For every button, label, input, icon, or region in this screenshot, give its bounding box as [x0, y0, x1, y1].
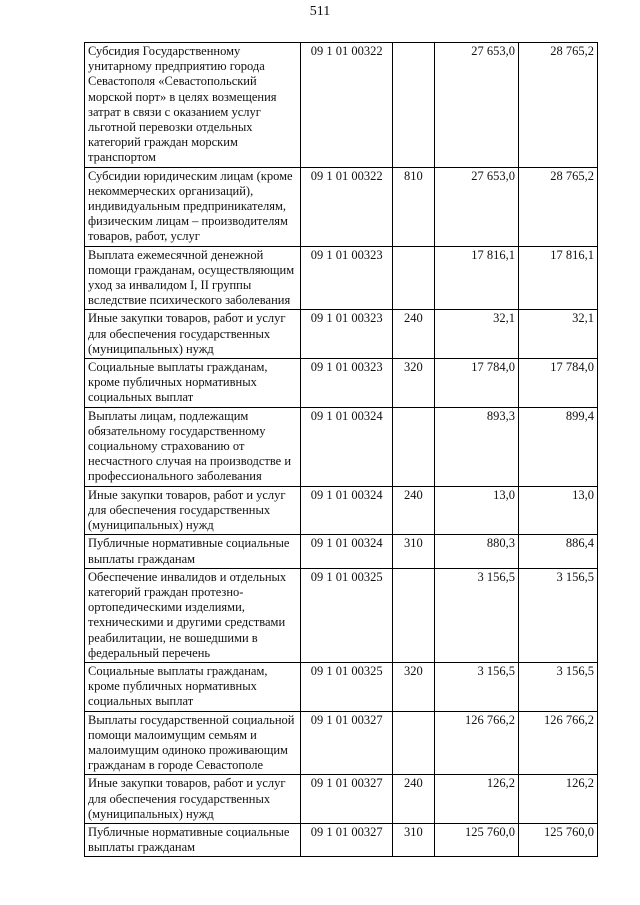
row-code: 09 1 01 00324 — [301, 486, 392, 535]
row-name: Иные закупки товаров, работ и услуг для обеспечения государственных (муниципальных) нужд — [85, 775, 301, 824]
row-value-year-1: 17 816,1 — [434, 246, 518, 310]
budget-table — [84, 42, 598, 857]
row-value-year-1: 27 653,0 — [434, 167, 518, 246]
row-value-year-2: 17 784,0 — [518, 359, 597, 408]
row-expense-type: 310 — [392, 535, 434, 568]
table-row — [85, 568, 598, 662]
row-value-year-2: 32,1 — [518, 310, 597, 359]
row-code: 09 1 01 00327 — [301, 711, 392, 775]
row-expense-type: 310 — [392, 823, 434, 856]
table-row — [85, 43, 598, 168]
table-row — [85, 711, 598, 775]
row-expense-type: 240 — [392, 486, 434, 535]
table-row — [85, 535, 598, 568]
row-value-year-1: 3 156,5 — [434, 568, 518, 662]
table-row — [85, 310, 598, 359]
row-code: 09 1 01 00327 — [301, 823, 392, 856]
row-value-year-1: 3 156,5 — [434, 662, 518, 711]
row-value-year-1: 27 653,0 — [434, 43, 518, 168]
row-value-year-2: 3 156,5 — [518, 662, 597, 711]
table-row — [85, 246, 598, 310]
row-name: Выплата ежемесячной денежной помощи гражданам, осуществляющим уход за инвалидом I, II группы вследствие психического заболевания — [85, 246, 301, 310]
row-name: Выплаты лицам, подлежащим обязательному государственному социальному страхованию от несчастного случая на производстве и профессионального заболевания — [85, 407, 301, 486]
budget-table-body — [85, 43, 598, 857]
row-value-year-2: 28 765,2 — [518, 167, 597, 246]
row-expense-type: 320 — [392, 359, 434, 408]
row-name: Обеспечение инвалидов и отдельных категорий граждан протезно-ортопедическими изделиями, техническими и другими средствами реабилитации, не вошедшими в федеральный перечень — [85, 568, 301, 662]
row-expense-type: 240 — [392, 775, 434, 824]
row-code: 09 1 01 00323 — [301, 246, 392, 310]
row-name: Публичные нормативные социальные выплаты гражданам — [85, 535, 301, 568]
table-row — [85, 775, 598, 824]
row-value-year-1: 125 760,0 — [434, 823, 518, 856]
row-value-year-2: 17 816,1 — [518, 246, 597, 310]
row-code: 09 1 01 00324 — [301, 535, 392, 568]
row-expense-type — [392, 568, 434, 662]
row-code: 09 1 01 00327 — [301, 775, 392, 824]
row-value-year-2: 899,4 — [518, 407, 597, 486]
row-name: Публичные нормативные социальные выплаты гражданам — [85, 823, 301, 856]
row-value-year-1: 13,0 — [434, 486, 518, 535]
row-name: Иные закупки товаров, работ и услуг для обеспечения государственных (муниципальных) нужд — [85, 310, 301, 359]
row-value-year-1: 126,2 — [434, 775, 518, 824]
row-name: Иные закупки товаров, работ и услуг для обеспечения государственных (муниципальных) нужд — [85, 486, 301, 535]
row-value-year-2: 886,4 — [518, 535, 597, 568]
row-expense-type — [392, 711, 434, 775]
table-row — [85, 167, 598, 246]
row-code: 09 1 01 00322 — [301, 167, 392, 246]
table-row — [85, 407, 598, 486]
row-value-year-1: 126 766,2 — [434, 711, 518, 775]
row-expense-type: 810 — [392, 167, 434, 246]
row-name: Выплаты государственной социальной помощи малоимущим семьям и малоимущим одиноко проживающим гражданам в городе Севастополе — [85, 711, 301, 775]
row-code: 09 1 01 00325 — [301, 568, 392, 662]
row-code: 09 1 01 00322 — [301, 43, 392, 168]
row-name: Социальные выплаты гражданам, кроме публичных нормативных социальных выплат — [85, 662, 301, 711]
row-name: Субсидии юридическим лицам (кроме некоммерческих организаций), индивидуальным предприникателям, физическим лицам – производителям товаров, работ, услуг — [85, 167, 301, 246]
table-row — [85, 359, 598, 408]
table-row — [85, 662, 598, 711]
row-expense-type — [392, 407, 434, 486]
row-code: 09 1 01 00323 — [301, 310, 392, 359]
row-value-year-2: 13,0 — [518, 486, 597, 535]
row-expense-type: 320 — [392, 662, 434, 711]
row-name: Социальные выплаты гражданам, кроме публичных нормативных социальных выплат — [85, 359, 301, 408]
row-expense-type: 240 — [392, 310, 434, 359]
row-code: 09 1 01 00323 — [301, 359, 392, 408]
row-expense-type — [392, 43, 434, 168]
row-value-year-2: 3 156,5 — [518, 568, 597, 662]
row-value-year-2: 126,2 — [518, 775, 597, 824]
table-row — [85, 823, 598, 856]
row-value-year-1: 17 784,0 — [434, 359, 518, 408]
row-name: Субсидия Государственному унитарному предприятию города Севастополя «Севастопольский морской порт» в целях возмещения затрат в связи с оказанием услуг льготной перевозки отдельных категорий граждан морским транспортом — [85, 43, 301, 168]
row-expense-type — [392, 246, 434, 310]
table-row — [85, 486, 598, 535]
row-value-year-1: 893,3 — [434, 407, 518, 486]
row-value-year-1: 32,1 — [434, 310, 518, 359]
row-code: 09 1 01 00325 — [301, 662, 392, 711]
row-value-year-2: 28 765,2 — [518, 43, 597, 168]
row-code: 09 1 01 00324 — [301, 407, 392, 486]
row-value-year-2: 126 766,2 — [518, 711, 597, 775]
row-value-year-1: 880,3 — [434, 535, 518, 568]
row-value-year-2: 125 760,0 — [518, 823, 597, 856]
page-number: 511 — [309, 4, 331, 19]
